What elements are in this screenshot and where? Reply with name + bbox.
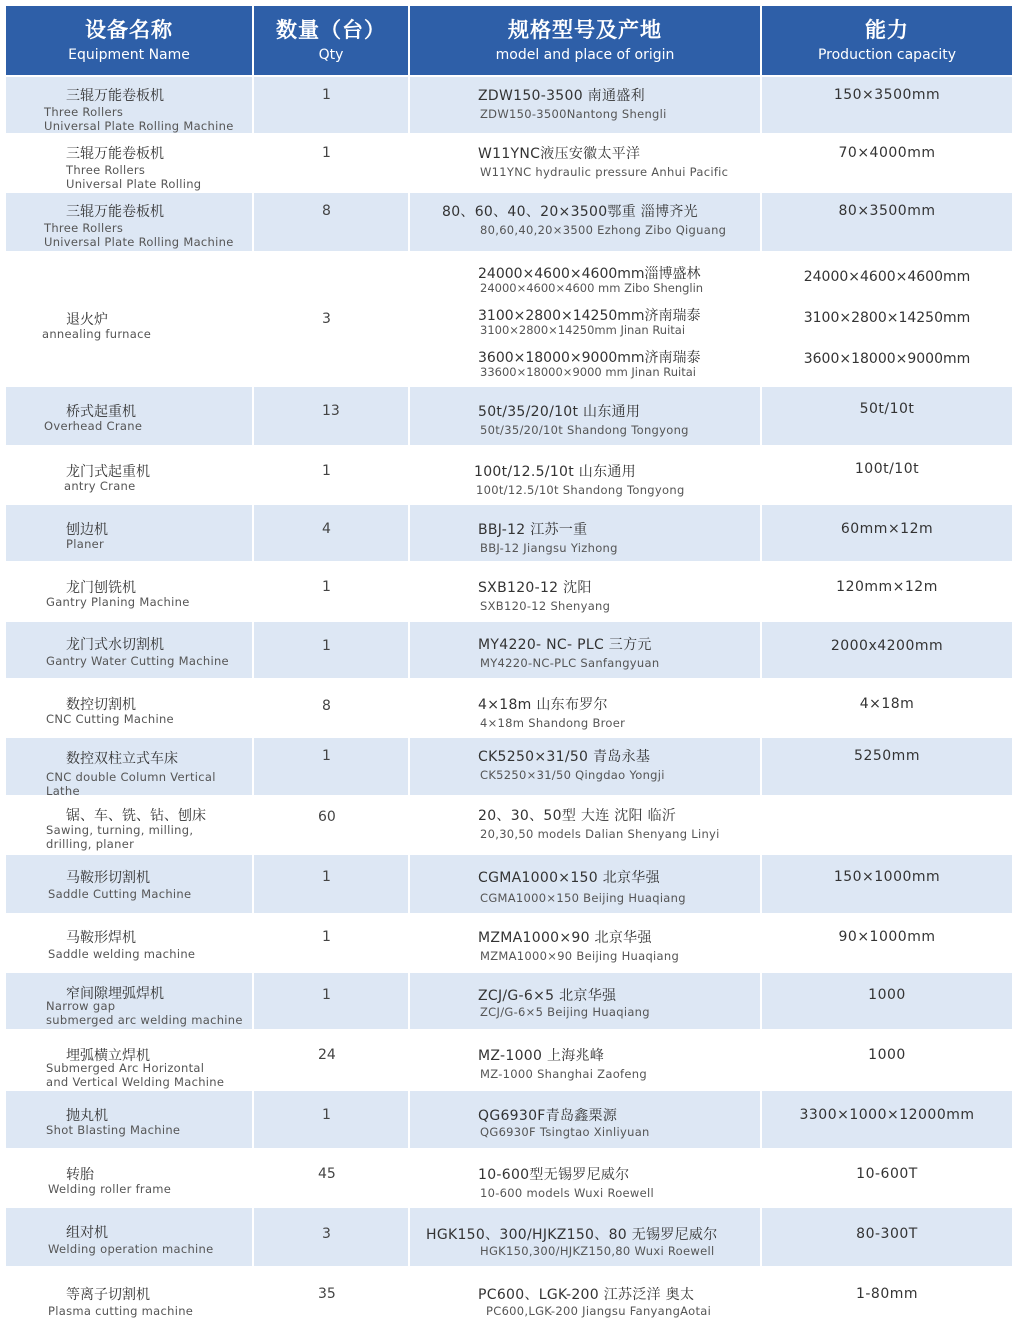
qty-value: 1	[322, 1107, 331, 1123]
model-text: 10-600型无锡罗尼威尔	[478, 1167, 630, 1183]
model-cell	[410, 1208, 760, 1266]
equipment-name-zh: 龙门式水切割机	[66, 637, 164, 653]
model-cell	[410, 1091, 760, 1148]
qty-value: 1	[322, 987, 331, 1003]
capacity-cell	[762, 253, 1012, 385]
capacity-cell	[762, 622, 1012, 678]
qty-value: 60	[318, 809, 336, 825]
qty-cell	[254, 253, 408, 385]
model-subtext: PC600,LGK-200 Jiangsu FanyangAotai	[486, 1304, 712, 1318]
qty-cell	[254, 563, 408, 620]
capacity-value: 90×1000mm	[838, 929, 936, 945]
equipment-table	[6, 6, 1012, 1326]
equipment-name-en: Three Rollers Universal Plate Rolling Machine	[44, 105, 234, 133]
capacity-cell	[762, 447, 1012, 503]
capacity-value: 50t/10t	[859, 401, 915, 417]
qty-value: 1	[322, 579, 331, 595]
capacity-value: 24000×4600×4600mm	[803, 269, 971, 285]
equipment-name-cell	[6, 973, 252, 1029]
equipment-name-cell	[6, 680, 252, 736]
qty-value: 3	[322, 311, 331, 327]
equipment-name-cell	[6, 193, 252, 251]
equipment-name-cell	[6, 135, 252, 191]
qty-cell	[254, 1031, 408, 1089]
capacity-cell	[762, 505, 1012, 561]
model-text: CGMA1000×150 北京华强	[478, 870, 660, 886]
capacity-value: 100t/10t	[854, 461, 920, 477]
capacity-cell	[762, 1031, 1012, 1089]
equipment-name-zh: 数控切割机	[66, 697, 136, 713]
qty-value: 3	[322, 1226, 331, 1242]
equipment-name-zh: 组对机	[66, 1225, 108, 1241]
capacity-value: 70×4000mm	[838, 145, 936, 161]
header-model	[410, 6, 760, 75]
model-cell	[410, 738, 760, 795]
capacity-cell	[762, 387, 1012, 445]
model-subtext: 100t/12.5/10t Shandong Tongyong	[476, 483, 685, 497]
qty-value: 8	[322, 203, 331, 219]
header-cap-zh: 能力	[865, 17, 909, 42]
equipment-name-en: CNC Cutting Machine	[46, 712, 174, 726]
equipment-name-en: Shot Blasting Machine	[46, 1123, 181, 1137]
model-cell	[410, 973, 760, 1029]
equipment-name-zh: 三辊万能卷板机	[66, 204, 164, 220]
qty-cell	[254, 915, 408, 971]
equipment-name-cell	[6, 1268, 252, 1326]
equipment-name-cell	[6, 855, 252, 913]
model-subtext: CGMA1000×150 Beijing Huaqiang	[480, 891, 686, 905]
equipment-name-en: Welding operation machine	[48, 1242, 214, 1256]
qty-value: 1	[322, 748, 331, 764]
equipment-name-cell	[6, 1091, 252, 1148]
model-cell	[410, 1031, 760, 1089]
model-cell	[410, 797, 760, 853]
capacity-cell	[762, 1268, 1012, 1326]
equipment-name-cell	[6, 738, 252, 798]
model-cell	[410, 1150, 760, 1206]
equipment-name-zh: 马鞍形焊机	[66, 930, 136, 946]
qty-cell	[254, 855, 408, 913]
equipment-name-cell	[6, 1150, 252, 1206]
qty-cell	[254, 680, 408, 736]
model-cell	[410, 135, 760, 191]
model-subtext: 24000×4600×4600 mm Zibo Shenglin	[480, 281, 704, 295]
model-cell	[410, 253, 760, 385]
capacity-cell	[762, 1150, 1012, 1206]
header-equipment-name	[6, 6, 252, 75]
equipment-name-en: Planer	[66, 537, 105, 551]
equipment-name-en: Gantry Water Cutting Machine	[46, 654, 229, 668]
equipment-name-en: Overhead Crane	[44, 419, 143, 433]
model-subtext: 20,30,50 models Dalian Shenyang Linyi	[480, 827, 720, 841]
model-text: BBJ-12 江苏一重	[478, 522, 588, 538]
equipment-name-zh: 转胎	[66, 1167, 94, 1183]
model-text: 20、30、50型 大连 沈阳 临沂	[478, 808, 677, 824]
capacity-cell	[762, 193, 1012, 251]
model-text: 4×18m 山东布罗尔	[478, 697, 608, 713]
equipment-name-en: Welding roller frame	[48, 1182, 172, 1196]
capacity-cell	[762, 855, 1012, 913]
header-capacity	[762, 6, 1012, 75]
qty-value: 1	[322, 929, 331, 945]
model-text: W11YNC液压安徽太平洋	[478, 146, 641, 162]
header-qty	[254, 6, 408, 75]
equipment-name-en: Narrow gap submerged arc welding machine	[46, 999, 243, 1027]
equipment-name-zh: 刨边机	[66, 522, 108, 538]
qty-cell	[254, 1091, 408, 1148]
model-text: SXB120-12 沈阳	[478, 580, 592, 596]
equipment-name-zh: 马鞍形切割机	[66, 870, 150, 886]
qty-value: 1	[322, 638, 331, 654]
model-text: MZMA1000×90 北京华强	[478, 930, 652, 946]
equipment-name-en: Submerged Arc Horizontal and Vertical Welding Machine	[46, 1061, 225, 1089]
equipment-name-en: annealing furnace	[42, 327, 152, 341]
model-subtext: 10-600 models Wuxi Roewell	[480, 1186, 655, 1200]
model-subtext: BBJ-12 Jiangsu Yizhong	[480, 541, 618, 555]
model-subtext: ZCJ/G-6×5 Beijing Huaqiang	[480, 1005, 650, 1019]
capacity-cell	[762, 1208, 1012, 1266]
capacity-cell	[762, 77, 1012, 133]
equipment-name-en: CNC double Column Vertical Lathe	[46, 770, 216, 798]
capacity-value: 120mm×12m	[836, 579, 938, 595]
equipment-name-en: Gantry Planing Machine	[46, 595, 190, 609]
model-text: HGK150、300/HJKZ150、80 无锡罗尼威尔	[426, 1227, 718, 1243]
capacity-value: 3600×18000×9000mm	[803, 351, 971, 367]
capacity-value: 150×3500mm	[833, 87, 941, 103]
qty-cell	[254, 135, 408, 191]
equipment-table-page	[0, 6, 1014, 1330]
model-subtext: W11YNC hydraulic pressure Anhui Pacific	[480, 165, 729, 179]
model-text: 24000×4600×4600mm淄博盛林	[478, 266, 701, 282]
equipment-name-zh: 等离子切割机	[66, 1287, 150, 1303]
model-cell	[410, 563, 760, 620]
qty-value: 24	[318, 1047, 336, 1063]
equipment-name-cell	[6, 622, 252, 678]
model-subtext: QG6930F Tsingtao Xinliyuan	[480, 1125, 650, 1139]
model-text: MZ-1000 上海兆峰	[478, 1048, 605, 1064]
qty-cell	[254, 505, 408, 561]
equipment-name-zh: 数控双柱立式车床	[66, 751, 178, 767]
capacity-value: 3100×2800×14250mm	[803, 310, 971, 326]
model-subtext: 4×18m Shandong Broer	[480, 716, 626, 730]
model-subtext: MZ-1000 Shanghai Zaofeng	[480, 1067, 647, 1081]
equipment-name-zh: 窄间隙埋弧焊机	[66, 986, 164, 1002]
qty-cell	[254, 387, 408, 445]
qty-cell	[254, 622, 408, 678]
capacity-value: 3300×1000×12000mm	[799, 1107, 975, 1123]
capacity-value: 1000	[868, 987, 906, 1003]
equipment-name-zh: 三辊万能卷板机	[66, 88, 164, 104]
qty-value: 45	[318, 1166, 336, 1182]
header-model-en: model and place of origin	[495, 46, 675, 63]
qty-cell	[254, 738, 408, 795]
equipment-name-zh: 埋弧横立焊机	[66, 1048, 150, 1064]
model-cell	[410, 855, 760, 913]
model-text: ZCJ/G-6×5 北京华强	[478, 988, 617, 1004]
model-cell	[410, 915, 760, 971]
model-cell	[410, 387, 760, 445]
equipment-name-cell	[6, 387, 252, 445]
capacity-value: 4×18m	[859, 696, 915, 712]
header-name-zh: 设备名称	[85, 17, 173, 42]
capacity-value: 2000x4200mm	[830, 638, 944, 654]
qty-cell	[254, 77, 408, 133]
capacity-value: 1-80mm	[855, 1286, 919, 1302]
capacity-value: 80×3500mm	[838, 203, 936, 219]
equipment-name-cell	[6, 447, 252, 503]
model-cell	[410, 505, 760, 561]
equipment-name-en: Plasma cutting machine	[48, 1304, 194, 1318]
model-cell	[410, 622, 760, 678]
equipment-name-cell	[6, 1031, 252, 1089]
header-name-en: Equipment Name	[68, 46, 190, 63]
capacity-value: 60mm×12m	[840, 521, 934, 537]
model-text: CK5250×31/50 青岛永基	[478, 749, 651, 765]
model-subtext: 50t/35/20/10t Shandong Tongyong	[480, 423, 689, 437]
model-text: ZDW150-3500 南通盛利	[478, 88, 645, 104]
equipment-name-en: Saddle Cutting Machine	[48, 887, 192, 901]
capacity-cell	[762, 738, 1012, 795]
model-subtext: ZDW150-3500Nantong Shengli	[480, 107, 667, 121]
qty-cell	[254, 797, 408, 853]
model-cell	[410, 77, 760, 133]
model-subtext: 80,60,40,20×3500 Ezhong Zibo Qiguang	[480, 223, 727, 237]
model-text: 50t/35/20/10t 山东通用	[478, 404, 641, 420]
capacity-cell	[762, 1091, 1012, 1148]
model-subtext: MY4220-NC-PLC Sanfangyuan	[480, 656, 660, 670]
qty-value: 1	[322, 87, 331, 103]
equipment-name-cell	[6, 505, 252, 561]
equipment-name-en: antry Crane	[64, 479, 136, 493]
qty-cell	[254, 973, 408, 1029]
capacity-value: 150×1000mm	[833, 869, 941, 885]
qty-cell	[254, 193, 408, 251]
model-cell	[410, 193, 760, 251]
capacity-cell	[762, 135, 1012, 191]
qty-value: 13	[322, 403, 340, 419]
header-model-zh: 规格型号及产地	[508, 17, 662, 42]
model-subtext: SXB120-12 Shenyang	[480, 599, 611, 613]
model-text: 3100×2800×14250mm济南瑞泰	[478, 308, 701, 324]
qty-value: 1	[322, 463, 331, 479]
model-text: MY4220- NC- PLC 三方元	[478, 637, 652, 653]
equipment-name-zh: 三辊万能卷板机	[66, 146, 164, 162]
model-cell	[410, 447, 760, 503]
equipment-name-en: Three Rollers Universal Plate Rolling Machine	[44, 221, 234, 249]
equipment-name-zh: 桥式起重机	[66, 404, 136, 420]
header-qty-en: Qty	[318, 46, 344, 63]
qty-cell	[254, 1150, 408, 1206]
model-text: QG6930F青岛鑫栗源	[478, 1108, 618, 1124]
qty-value: 8	[322, 698, 331, 714]
equipment-name-cell	[6, 253, 252, 385]
equipment-name-en: Sawing, turning, milling, drilling, planer	[46, 823, 194, 851]
equipment-name-zh: 龙门式起重机	[66, 464, 150, 480]
qty-value: 1	[322, 869, 331, 885]
equipment-name-zh: 退火炉	[66, 312, 108, 328]
model-subtext: 33600×18000×9000 mm Jinan Ruitai	[480, 365, 696, 379]
capacity-value: 10-600T	[856, 1166, 918, 1182]
model-subtext: 3100×2800×14250mm Jinan Ruitai	[480, 323, 686, 337]
header-cap-en: Production capacity	[817, 46, 957, 63]
model-subtext: HGK150,300/HJKZ150,80 Wuxi Roewell	[480, 1244, 715, 1258]
qty-cell	[254, 447, 408, 503]
model-text: 100t/12.5/10t 山东通用	[474, 464, 636, 480]
equipment-name-zh: 抛丸机	[66, 1108, 108, 1124]
capacity-cell	[762, 680, 1012, 736]
qty-cell	[254, 1268, 408, 1326]
equipment-name-cell	[6, 797, 252, 853]
model-text: 80、60、40、20×3500鄂重 淄博齐光	[442, 204, 698, 220]
equipment-name-cell	[6, 915, 252, 971]
equipment-name-en: Three Rollers Universal Plate Rolling	[66, 163, 202, 191]
qty-value: 35	[318, 1286, 336, 1302]
capacity-cell	[762, 915, 1012, 971]
equipment-name-cell	[6, 1208, 252, 1266]
model-text: PC600、LGK-200 江苏泛洋 奥太	[478, 1287, 695, 1303]
model-subtext: CK5250×31/50 Qingdao Yongji	[480, 768, 665, 782]
capacity-cell	[762, 973, 1012, 1029]
equipment-name-zh: 龙门刨铣机	[66, 580, 136, 596]
equipment-name-cell	[6, 77, 252, 133]
capacity-cell	[762, 563, 1012, 620]
model-cell	[410, 1268, 760, 1326]
equipment-name-zh: 锯、车、铣、钻、刨床	[66, 808, 206, 824]
equipment-name-cell	[6, 563, 252, 620]
model-text: 3600×18000×9000mm济南瑞泰	[478, 350, 701, 366]
qty-cell	[254, 1208, 408, 1266]
header-qty-zh: 数量（台）	[276, 17, 386, 42]
capacity-value: 1000	[868, 1047, 906, 1063]
model-subtext: MZMA1000×90 Beijing Huaqiang	[480, 949, 680, 963]
capacity-value: 5250mm	[854, 748, 920, 764]
model-cell	[410, 680, 760, 736]
capacity-cell	[762, 797, 1012, 853]
qty-value: 4	[322, 521, 331, 537]
capacity-value: 80-300T	[856, 1226, 918, 1242]
qty-value: 1	[322, 145, 331, 161]
equipment-name-en: Saddle welding machine	[48, 947, 196, 961]
